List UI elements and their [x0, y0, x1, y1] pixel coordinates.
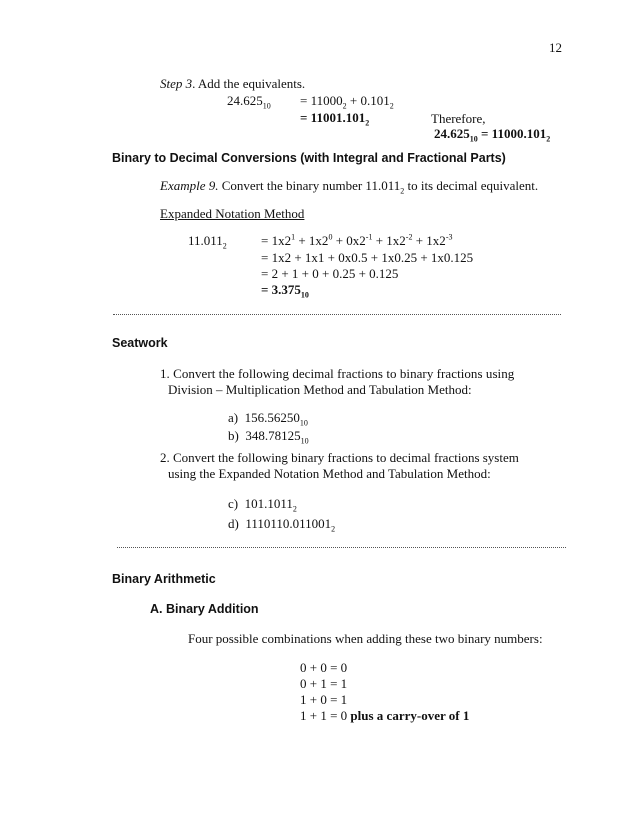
b2d-line4-val: = 3.375 [261, 282, 301, 297]
result-lhs-base: 10 [469, 134, 478, 144]
therefore-label: Therefore, [431, 111, 486, 126]
step3-eq1-a-base: 2 [342, 101, 347, 111]
q2-d-label: d) [228, 516, 239, 531]
binary-arithmetic-heading: Binary Arithmetic [112, 572, 216, 586]
row4-sum: 1 + 1 = 0 [300, 708, 351, 723]
q2-c-label: c) [228, 496, 239, 511]
l1-t3: + 0x2 [332, 233, 366, 248]
step3-eq1 [300, 93, 394, 109]
q1-b-base: 10 [300, 436, 309, 446]
b2d-lhs-base: 2 [222, 241, 227, 251]
l1-t1: = 1x2 [261, 233, 292, 248]
q1-line1: 1. Convert the following decimal fractions to binary fractions using [160, 366, 515, 381]
step3-lhs-base: 10 [262, 101, 271, 111]
step3-label: Step 3 [160, 76, 193, 91]
result-rhs-base: 2 [546, 134, 551, 144]
l1-t2: + 1x2 [295, 233, 329, 248]
l1-e2: 0 [328, 232, 333, 242]
q1-a-base: 10 [299, 418, 308, 428]
step3-line [160, 76, 305, 92]
b2d-line3: = 2 + 1 + 0 + 0.25 + 0.125 [261, 266, 399, 281]
l1-t4: + 1x2 [372, 233, 406, 248]
q2-d-val: 1110110.011001 [245, 516, 332, 531]
l1-e3: -1 [365, 232, 373, 242]
seatwork-heading: Seatwork [112, 336, 168, 350]
q1-a-label: a) [228, 410, 239, 425]
q2-line1: 2. Convert the following binary fractions to decimal fractions system [160, 450, 519, 465]
l1-e1: 1 [291, 232, 296, 242]
example9-base: 2 [400, 186, 405, 196]
result-lhs: 24.625 [434, 126, 470, 141]
step3-lhs [227, 93, 271, 109]
addition-intro: Four possible combinations when adding these two binary numbers: [188, 631, 543, 646]
b2d-line4-base: 10 [300, 290, 309, 300]
step3-text: . Add the equivalents. [192, 76, 306, 91]
b2d-line2: = 1x2 + 1x1 + 0x0.5 + 1x0.25 + 1x0.125 [261, 250, 474, 265]
result-rhs: = 11000.101 [477, 126, 547, 141]
b2d-line1 [261, 233, 452, 249]
q1-item-a [228, 410, 308, 426]
b2d-lhs-num: 11.011 [188, 233, 223, 248]
q1-item-b [228, 428, 309, 444]
b2d-lhs [188, 233, 227, 249]
divider-1 [113, 314, 561, 315]
step3-eq2-text: = 11001.101 [300, 110, 366, 125]
q2-item-c [228, 496, 297, 512]
step3-eq1-b: + 0.101 [346, 93, 390, 108]
example9-text-b: to its decimal equivalent. [404, 178, 539, 193]
q2-c-val: 101.1011 [244, 496, 293, 511]
b2d-line4 [261, 282, 309, 298]
section-heading-b2d: Binary to Decimal Conversions (with Integral and Fractional Parts) [112, 151, 506, 165]
q1-b-label: b) [228, 428, 239, 443]
step3-eq1-b-base: 2 [389, 101, 394, 111]
q2-d-base: 2 [331, 524, 336, 534]
q1-b-val: 348.78125 [245, 428, 301, 443]
addition-row-2: 0 + 1 = 1 [300, 676, 348, 691]
addition-row-1: 0 + 0 = 0 [300, 660, 348, 675]
step3-eq2-base: 2 [365, 118, 370, 128]
l1-e5: -3 [445, 232, 453, 242]
q2-line2: using the Expanded Notation Method and Tabulation Method: [168, 466, 491, 481]
q1-line2: Division – Multiplication Method and Tabulation Method: [168, 382, 472, 397]
step3-result [434, 126, 550, 142]
step3-eq1-a: = 11000 [300, 93, 343, 108]
method-title: Expanded Notation Method [160, 206, 305, 221]
page-number: 12 [549, 40, 562, 55]
step3-lhs-num: 24.625 [227, 93, 263, 108]
q1-a-val: 156.56250 [244, 410, 300, 425]
example9-text-a: Convert the binary number 11.011 [218, 178, 401, 193]
q2-c-base: 2 [292, 504, 297, 514]
l1-t5: + 1x2 [412, 233, 446, 248]
addition-row-4 [300, 708, 469, 724]
l1-e4: -2 [405, 232, 413, 242]
example9-label: Example 9. [160, 178, 219, 193]
example9-line [160, 178, 538, 194]
row4-carry: plus a carry-over of 1 [350, 708, 470, 723]
divider-2 [117, 547, 566, 548]
addition-row-3: 1 + 0 = 1 [300, 692, 348, 707]
binary-addition-heading: A. Binary Addition [150, 602, 259, 616]
step3-eq2 [300, 110, 369, 126]
q2-item-d [228, 516, 335, 532]
